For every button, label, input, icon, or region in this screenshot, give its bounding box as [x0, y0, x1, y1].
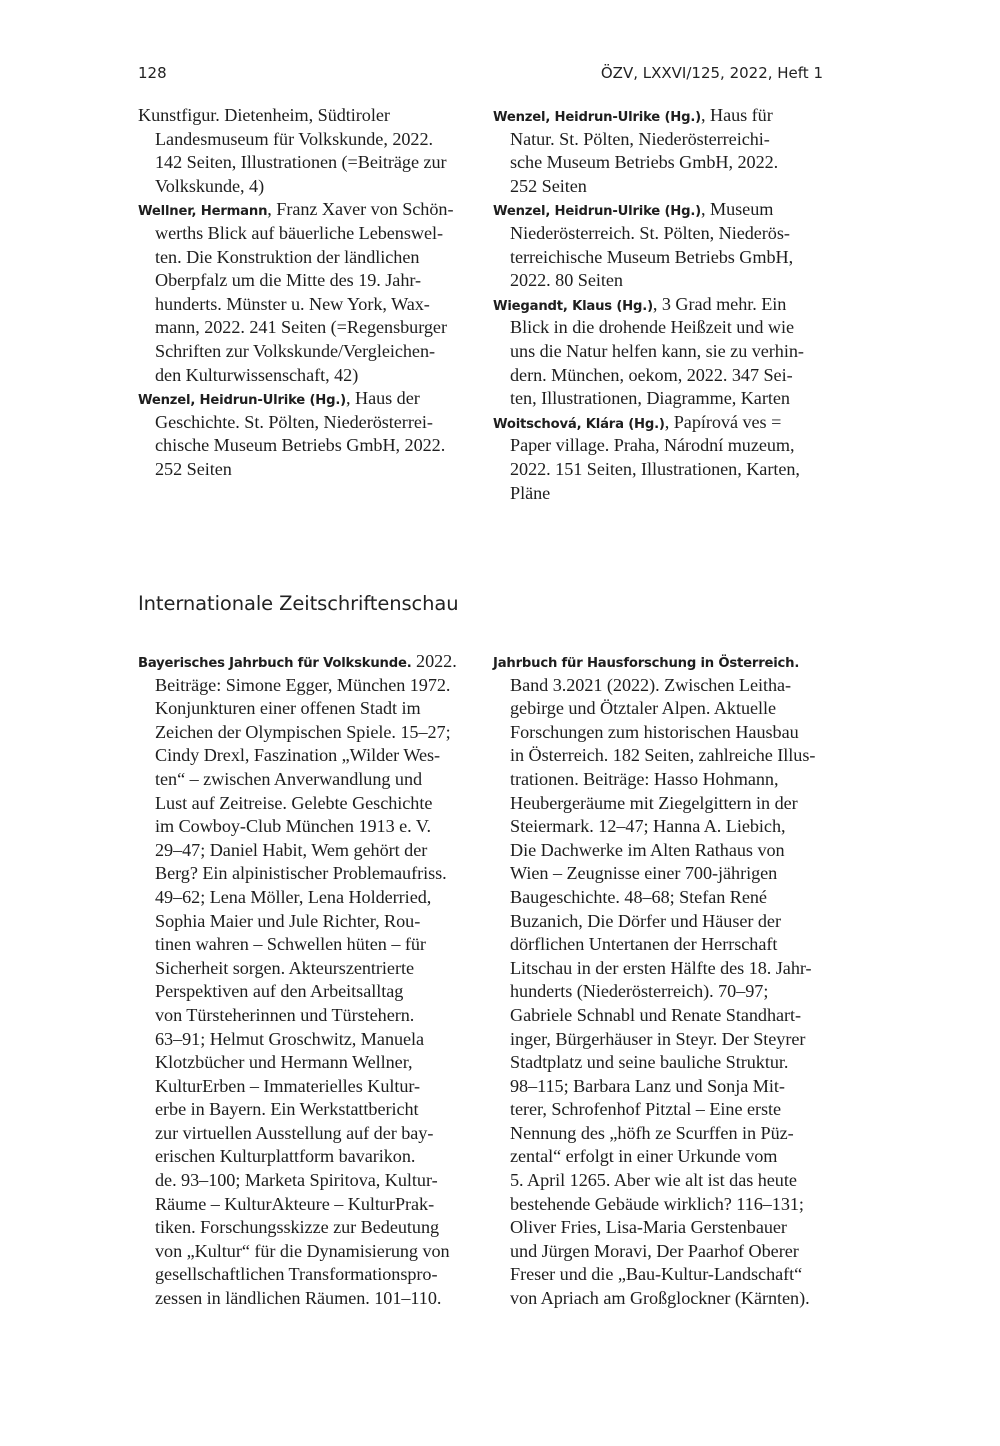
entry-line: Forschungen zum historischen Hausbau	[510, 721, 799, 742]
entry-first-line	[493, 293, 838, 317]
entry-line: de. 93–100; Marketa Spiritova, Kultur-	[155, 1170, 438, 1191]
entry-line: Buzanich, Die Dörfer und Häuser der	[510, 910, 781, 931]
entry-author: Jahrbuch für Hausforschung in Österreich.	[493, 656, 800, 671]
bibliography-entry	[138, 387, 483, 481]
bottom-left-column	[138, 650, 483, 1311]
entry-line: erischen Kulturplattform bavarikon.	[155, 1146, 416, 1167]
bibliography-entry	[493, 293, 838, 411]
entry-line: 252 Seiten	[510, 175, 587, 196]
bibliography-entry	[138, 104, 483, 198]
entry-line: 2022. 80 Seiten	[510, 270, 623, 291]
entry-line: 142 Seiten, Illustrationen (=Beiträge zur	[155, 152, 447, 173]
entry-author: Wellner, Hermann	[138, 204, 268, 220]
entry-line: dern. München, oekom, 2022. 347 Sei-	[510, 364, 793, 385]
entry-line: terreichische Museum Betriebs GmbH,	[510, 246, 794, 267]
entry-line: gebirge und Ötztaler Alpen. Aktuelle	[510, 698, 777, 719]
entry-first-line	[138, 198, 483, 222]
bibliography-entry	[493, 198, 838, 292]
entry-line: Berg? Ein alpinistischer Problemaufriss.	[155, 863, 447, 884]
entry-line: Geschichte. St. Pölten, Niederösterrei-	[155, 411, 433, 432]
entry-line: Sophia Maier und Jule Richter, Rou-	[155, 910, 421, 931]
entry-author: Wenzel, Heidrun-Ulrike (Hg.)	[493, 110, 701, 125]
entry-text: , Haus für	[701, 105, 773, 125]
entry-line: von Apriach am Großglockner (Kärnten).	[510, 1288, 810, 1309]
entry-author: Wenzel, Heidrun-Ulrike (Hg.)	[138, 393, 346, 409]
entry-line: Die Dachwerke im Alten Rathaus von	[510, 839, 785, 860]
entry-line: Niederösterreich. St. Pölten, Niederös-	[510, 222, 790, 243]
entry-line: sche Museum Betriebs GmbH, 2022.	[510, 152, 779, 173]
entry-author: Wiegandt, Klaus (Hg.)	[493, 298, 653, 314]
entry-author: Woitschová, Klára (Hg.)	[493, 416, 665, 432]
entry-line: den Kulturwissenschaft, 42)	[155, 364, 359, 385]
entry-line: Volkskunde, 4)	[155, 175, 265, 196]
journal-reference: ÖZV, LXXVI/125, 2022, Heft 1	[600, 64, 823, 82]
entry-line: 2022. 151 Seiten, Illustrationen, Karten,	[510, 458, 800, 479]
entry-line: uns die Natur helfen kann, sie zu verhin-	[510, 340, 804, 361]
entry-line: Stadtplatz und seine bauliche Struktur.	[510, 1052, 789, 1073]
entry-line: Cindy Drexl, Faszination „Wilder Wes-	[155, 745, 441, 766]
top-left-column	[138, 104, 483, 482]
entry-line: Nennung des „höfh ze Scurffen in Püz-	[510, 1122, 794, 1143]
bibliography-entry	[493, 411, 838, 505]
entry-line: Klotzbücher und Hermann Wellner,	[155, 1052, 413, 1073]
entry-line: Lust auf Zeitreise. Gelebte Geschichte	[155, 792, 433, 813]
entry-line: Pläne	[510, 482, 551, 503]
entry-text: , Franz Xaver von Schön-	[267, 199, 454, 220]
entry-line: Zeichen der Olympischen Spiele. 15–27;	[155, 721, 451, 742]
entry-text: 2022.	[411, 651, 457, 671]
entry-line: in Österreich. 182 Seiten, zahlreiche Illus-	[510, 745, 816, 766]
entry-line: werths Blick auf bäuerliche Lebenswel-	[155, 222, 443, 243]
entry-line: Perspektiven auf den Arbeitsalltag	[155, 981, 404, 1002]
entry-line: gesellschaftlichen Transformationspro-	[155, 1264, 438, 1285]
entry-line: Landesmuseum für Volkskunde, 2022.	[155, 128, 433, 149]
entry-first-line	[138, 387, 483, 411]
entry-line: Blick in die drohende Heißzeit und wie	[510, 317, 794, 338]
entry-line: Konjunkturen einer offenen Stadt im	[155, 698, 421, 719]
entry-line: 98–115; Barbara Lanz und Sonja Mit-	[510, 1075, 785, 1096]
entry-line: von Türsteherinnen und Türstehern.	[155, 1004, 415, 1025]
entry-line: 5. April 1265. Aber wie alt ist das heute	[510, 1170, 797, 1191]
top-right-column	[493, 104, 838, 505]
entry-line: 252 Seiten	[155, 458, 232, 479]
entry-first-line	[493, 104, 838, 128]
entry-line: Band 3.2021 (2022). Zwischen Leitha-	[510, 674, 792, 695]
entry-line: Freser und die „Bau-Kultur-Landschaft“	[510, 1264, 803, 1285]
entry-line: Sicherheit sorgen. Akteurszentrierte	[155, 957, 414, 978]
entry-first-line: Kunstfigur. Dietenheim, Südtiroler	[138, 105, 390, 125]
entry-first-line	[493, 650, 838, 674]
entry-line: Litschau in der ersten Hälfte des 18. Jahr-	[510, 957, 812, 978]
bibliography-entry	[138, 198, 483, 387]
entry-text: , Haus der	[346, 388, 420, 409]
entry-line: Beiträge: Simone Egger, München 1972.	[155, 674, 451, 695]
entry-line: ten“ – zwischen Anverwandlung und	[155, 768, 423, 789]
entry-line: und Jürgen Moravi, Der Paarhof Oberer	[510, 1240, 799, 1261]
entry-first-line	[138, 650, 483, 674]
bottom-right-column	[493, 650, 838, 1311]
entry-line: bestehende Gebäude wirklich? 116–131;	[510, 1193, 804, 1214]
page-number: 128	[138, 64, 167, 82]
entry-line: tinen wahren – Schwellen hüten – für	[155, 934, 426, 955]
entry-line: Schriften zur Volkskunde/Vergleichen-	[155, 340, 435, 361]
entry-line: hunderts (Niederösterreich). 70–97;	[510, 981, 769, 1002]
entry-line: zur virtuellen Ausstellung auf der bay-	[155, 1122, 434, 1143]
entry-line: KulturErben – Immaterielles Kultur-	[155, 1075, 421, 1096]
entry-line: chische Museum Betriebs GmbH, 2022.	[155, 435, 446, 456]
entry-line: Gabriele Schnabl und Renate Standhart-	[510, 1004, 802, 1025]
entry-line: Paper village. Praha, Národní muzeum,	[510, 435, 795, 456]
entry-line: inger, Bürgerhäuser in Steyr. Der Steyrer	[510, 1028, 806, 1049]
entry-line: Heubergeräume mit Ziegelgittern in der	[510, 792, 798, 813]
entry-line: Steiermark. 12–47; Hanna A. Liebich,	[510, 816, 786, 837]
entry-line: zental“ erfolgt in einer Urkunde vom	[510, 1146, 778, 1167]
bibliography-entry	[493, 650, 838, 1311]
entry-line: Oberpfalz um die Mitte des 19. Jahr-	[155, 270, 422, 291]
entry-line: Oliver Fries, Lisa-Maria Gerstenbauer	[510, 1217, 787, 1238]
entry-text: , Papírová ves =	[664, 411, 782, 432]
entry-line: Baugeschichte. 48–68; Stefan René	[510, 886, 767, 907]
entry-line: dörflichen Untertanen der Herrschaft	[510, 934, 778, 955]
entry-line: erbe in Bayern. Ein Werkstattbericht	[155, 1099, 419, 1120]
bibliography-entry	[493, 104, 838, 198]
entry-first-line	[493, 411, 838, 435]
entry-author: Bayerisches Jahrbuch für Volkskunde.	[138, 656, 412, 671]
entry-line: terer, Schrofenhof Pitztal – Eine erste	[510, 1099, 782, 1120]
entry-line: mann, 2022. 241 Seiten (=Regensburger	[155, 317, 447, 338]
entry-line: von „Kultur“ für die Dynamisierung von	[155, 1240, 450, 1261]
entry-line: ten. Die Konstruktion der ländlichen	[155, 246, 420, 267]
entry-line: 63–91; Helmut Groschwitz, Manuela	[155, 1028, 425, 1049]
entry-line: zessen in ländlichen Räumen. 101–110.	[155, 1288, 442, 1309]
entry-line: im Cowboy-Club München 1913 e. V.	[155, 816, 432, 837]
bibliography-entry	[138, 650, 483, 1311]
entry-author: Wenzel, Heidrun-Ulrike (Hg.)	[493, 204, 701, 220]
entry-line: Natur. St. Pölten, Niederösterreichi-	[510, 128, 770, 149]
entry-line: 49–62; Lena Möller, Lena Holderried,	[155, 886, 432, 907]
entry-line: tiken. Forschungsskizze zur Bedeutung	[155, 1217, 440, 1238]
entry-line: ten, Illustrationen, Diagramme, Karten	[510, 388, 790, 409]
entry-line: Wien – Zeugnisse einer 700-jährigen	[510, 863, 778, 884]
entry-line: 29–47; Daniel Habit, Wem gehört der	[155, 839, 428, 860]
entry-line: hunderts. Münster u. New York, Wax-	[155, 293, 430, 314]
entry-first-line	[493, 198, 838, 222]
entry-text: , 3 Grad mehr. Ein	[652, 293, 787, 314]
entry-text: , Museum	[701, 199, 774, 220]
entry-line: Räume – KulturAkteure – KulturPrak-	[155, 1193, 435, 1214]
entry-line: trationen. Beiträge: Hasso Hohmann,	[510, 768, 779, 789]
section-title: Internationale Zeitschriftenschau	[138, 592, 459, 615]
